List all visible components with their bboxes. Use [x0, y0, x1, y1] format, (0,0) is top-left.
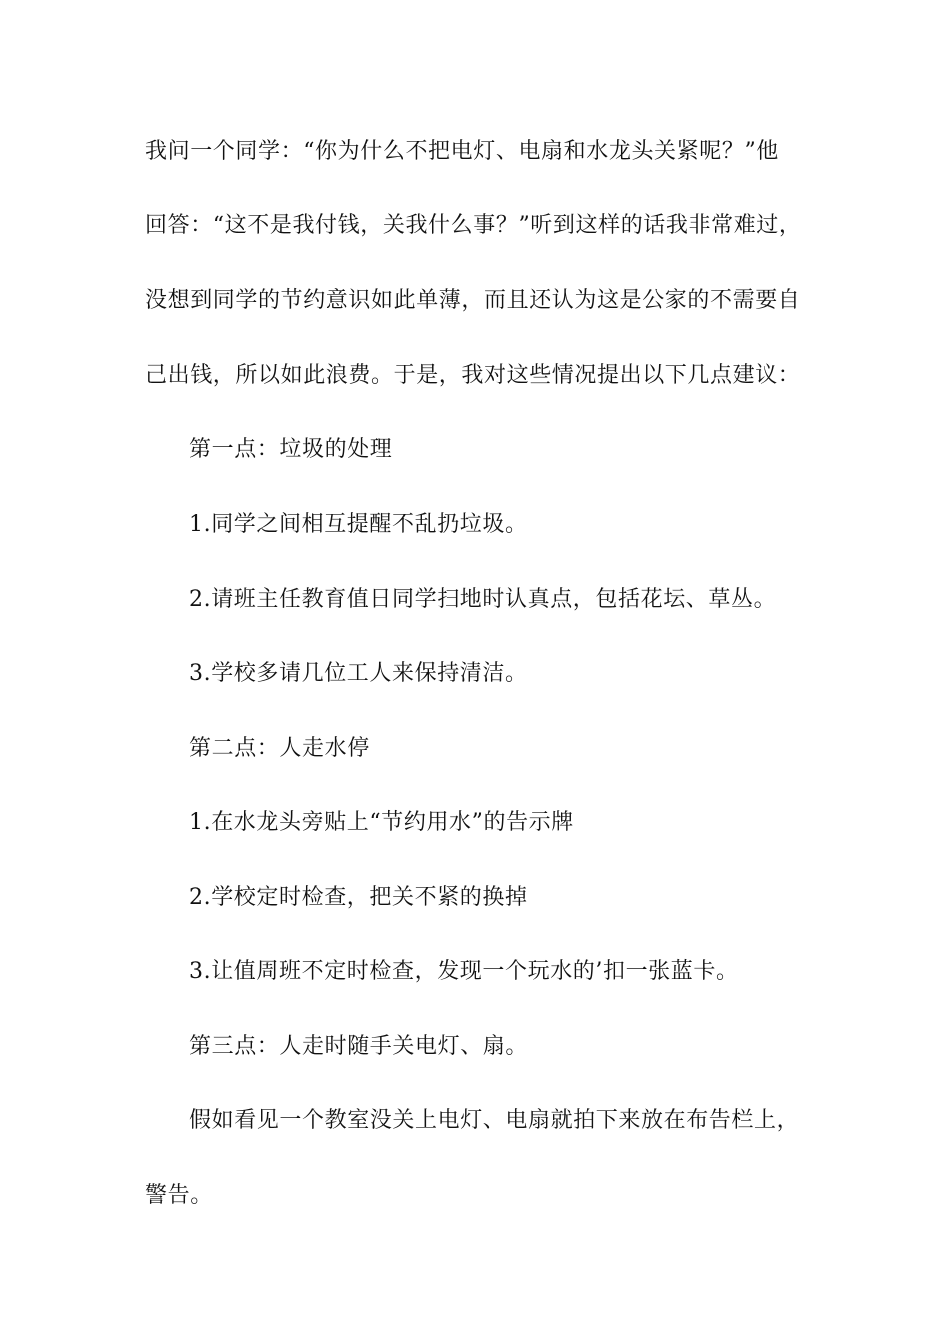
list-item-1-1: 1.同学之间相互提醒不乱扔垃圾。 — [189, 512, 528, 537]
list-item-2-2: 2.学校定时检查，把关不紧的换掉 — [189, 885, 528, 910]
paragraph-line-3: 没想到同学的节约意识如此单薄，而且还认为这是公家的不需要自 — [145, 288, 801, 313]
paragraph-line-6: 警告。 — [145, 1183, 213, 1208]
paragraph-line-2: 回答：“这不是我付钱，关我什么事？”听到这样的话我非常难过， — [145, 213, 802, 238]
paragraph-line-1: 我问一个同学：“你为什么不把电灯、电扇和水龙头关紧呢？”他 — [145, 139, 779, 164]
paragraph-line-5: 假如看见一个教室没关上电灯、电扇就拍下来放在布告栏上， — [189, 1108, 800, 1133]
section-heading-1: 第一点：垃圾的处理 — [189, 437, 393, 462]
list-item-2-3: 3.让值周班不定时检查，发现一个玩水的’扣一张蓝卡。 — [189, 959, 739, 984]
list-item-2-1: 1.在水龙头旁贴上“节约用水”的告示牌 — [189, 810, 574, 835]
paragraph-line-4: 己出钱，所以如此浪费。于是，我对这些情况提出以下几点建议： — [145, 363, 801, 388]
list-item-1-3: 3.学校多请几位工人来保持清洁。 — [189, 661, 528, 686]
section-heading-2: 第二点：人走水停 — [189, 736, 370, 761]
section-heading-3: 第三点：人走时随手关电灯、扇。 — [189, 1034, 529, 1059]
list-item-1-2: 2.请班主任教育值日同学扫地时认真点，包括花坛、草丛。 — [189, 587, 777, 612]
